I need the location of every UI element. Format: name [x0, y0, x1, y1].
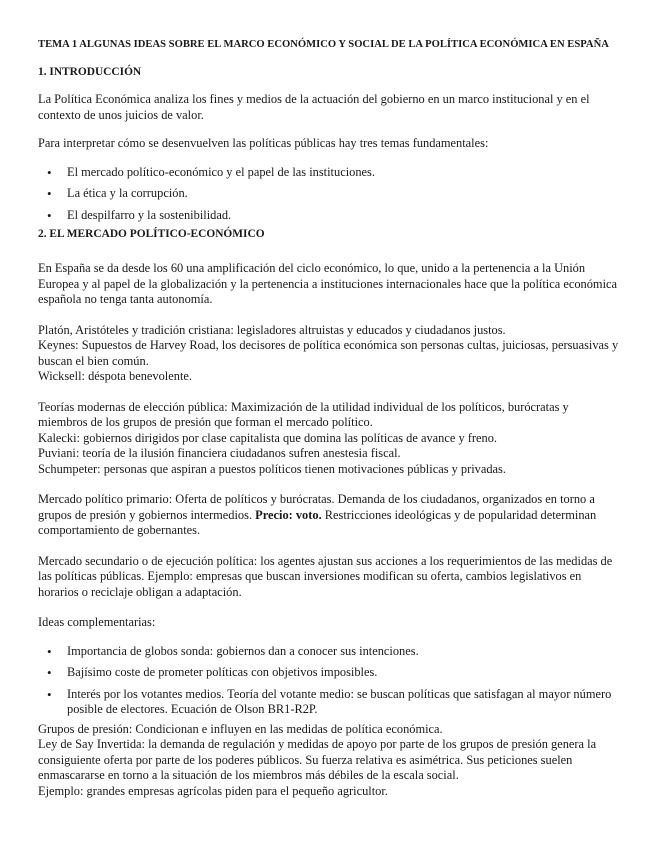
text-line: Puviani: teoría de la ilusión financiera ciudadanos sufren anestesia fiscal.: [38, 446, 401, 460]
spain-context-paragraph: En España se da desde los 60 una amplificación del ciclo económico, lo que, unido a la pertenencia a la Unión Europea y al papel de la globalización y la pertenencia a instituciones internacionales hace que la política económica española no tenga tanta autonomía.: [38, 261, 618, 306]
list-item: • El despilfarro y la sostenibilidad.: [38, 208, 621, 224]
classic-views-block: [38, 323, 621, 385]
section-2-heading: 2. EL MERCADO POLÍTICO-ECONÓMICO: [38, 228, 265, 240]
text-line: Ley de Say Invertida: la demanda de regulación y medidas de apoyo por parte de los grupos de presión genera la consiguiente oferta por parte de los poderes públicos. Su fuerza relativa es asimétrica. Sus peticiones suelen enmascararse en torno a la situación de los miembros más débiles de la escala social.: [38, 737, 597, 782]
text-line: Wicksell: déspota benevolente.: [38, 369, 192, 383]
pressure-groups-block: [38, 722, 621, 800]
text-line: Teorías modernas de elección pública: Maximización de la utilidad individual de los políticos, burócratas y miembros de los grupos de presión que forman el mercado político.: [38, 399, 569, 429]
text-line: Schumpeter: personas que aspiran a puestos políticos tienen motivaciones públicas y privadas.: [38, 461, 506, 476]
list-item: • Importancia de globos sonda: gobiernos dan a conocer sus intenciones.: [38, 644, 621, 660]
ideas-list: [38, 644, 621, 718]
document-title: TEMA 1 ALGUNAS IDEAS SOBRE EL MARCO ECONÓMICO Y SOCIAL DE LA POLÍTICA ECONÓMICA EN ESPAÑA: [38, 39, 609, 50]
text-line: Keynes: Supuestos de Harvey Road, los decisores de política económica son personas cultas, juiciosas, persuasivas y buscan el bien común.: [38, 338, 619, 368]
list-item: • La ética y la corrupción.: [38, 186, 621, 202]
section-1-heading: 1. INTRODUCCIÓN: [38, 66, 142, 78]
text-line: Ejemplo: grandes empresas agrícolas piden para el pequeño agricultor.: [38, 783, 388, 798]
secondary-market-paragraph: Mercado secundario o de ejecución política: los agentes ajustan sus acciones a los requerimientos de las medidas de las políticas públicas. Ejemplo: empresas que buscan inversiones modifican su oferta, cambios legislativos en horarios o reciclaje obligan a adaptación.: [38, 553, 613, 599]
text-line: Grupos de presión: Condicionan e influyen en las medidas de política económica.: [38, 721, 443, 736]
list-item: • El mercado político-económico y el papel de las instituciones.: [38, 165, 621, 181]
primary-market-text: Mercado político primario: Oferta de políticos y burócratas. Demanda de los ciudadanos, organizados en torno a grupos de presión y gobiernos intermedios.: [38, 492, 595, 522]
ideas-label: Ideas complementarias:: [38, 615, 156, 629]
topics-list: [38, 165, 621, 224]
intro-paragraph: La Política Económica analiza los fines y medios de la actuación del gobierno en un marco institucional y en el contexto de unos juicios de valor.: [38, 92, 590, 122]
topics-intro-paragraph: Para interpretar cómo se desenvuelven las políticas públicas hay tres temas fundamentales:: [38, 136, 489, 150]
text-line: Kalecki: gobiernos dirigidos por clase capitalista que domina las políticas de avance y freno.: [38, 430, 497, 445]
primary-market-text-end: Restricciones ideológicas y de popularidad determinan comportamiento de gobernantes.: [38, 507, 597, 537]
list-item: • Bajísimo coste de prometer políticas con objetivos imposibles.: [38, 665, 621, 681]
list-item: • Interés por los votantes medios. Teoría del votante medio: se buscan políticas que satisfagan al mayor número posible de electores. Ecuación de Olson BR1-R2P.: [38, 687, 621, 718]
modern-theories-block: [38, 400, 621, 478]
text-line: Platón, Aristóteles y tradición cristiana: legisladores altruistas y educados y ciudadanos justos.: [38, 322, 506, 337]
price-vote-emphasis: Precio: voto.: [255, 507, 322, 522]
primary-market-paragraph: [38, 492, 621, 539]
